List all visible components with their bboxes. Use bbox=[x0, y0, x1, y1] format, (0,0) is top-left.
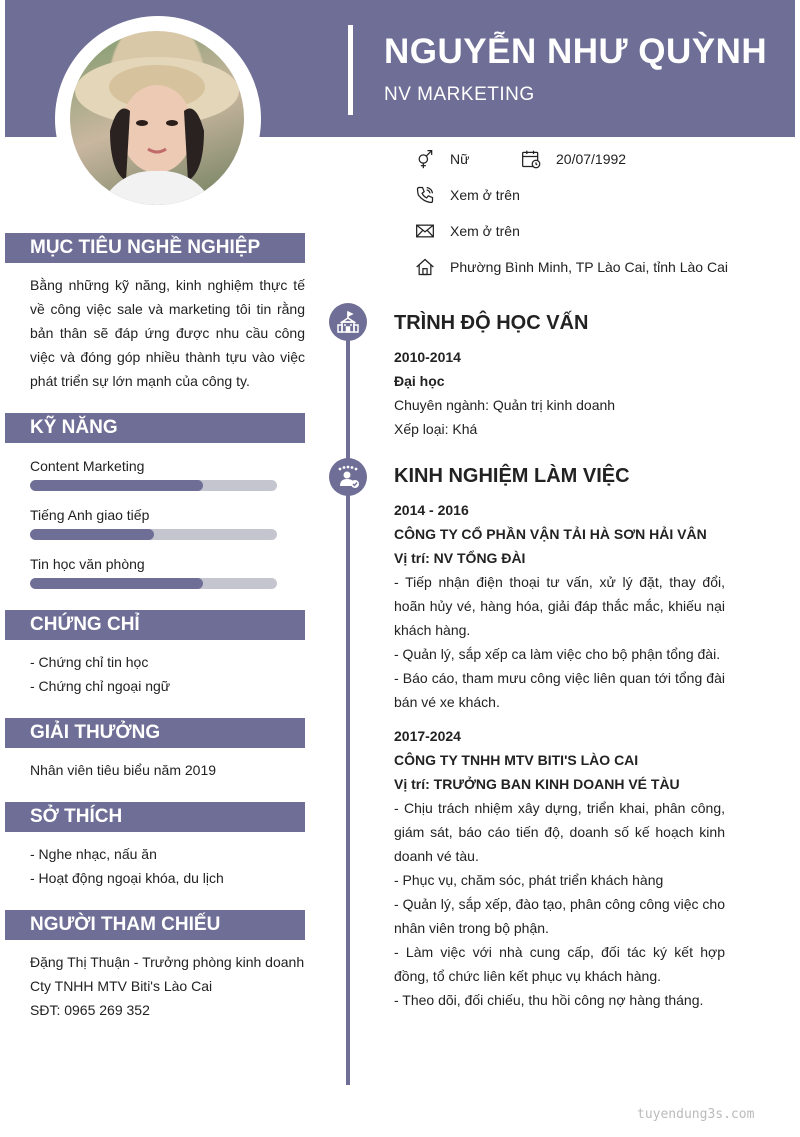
job-duty: - Báo cáo, tham mưu công việc liên quan tới tổng đài bán vé xe khách. bbox=[394, 670, 725, 710]
job-period: 2017-2024 bbox=[394, 728, 461, 744]
skill-label: Content Marketing bbox=[30, 458, 145, 474]
calendar-icon bbox=[521, 149, 541, 169]
education-degree: Đại học bbox=[394, 373, 445, 389]
avatar bbox=[70, 31, 244, 205]
home-icon bbox=[415, 257, 435, 277]
skill-label: Tiếng Anh giao tiếp bbox=[30, 507, 150, 523]
skill-bar-fill bbox=[30, 578, 203, 589]
dob-row bbox=[521, 148, 626, 170]
education-period: 2010-2014 bbox=[394, 349, 461, 365]
hobbies-heading: SỞ THÍCH bbox=[5, 802, 305, 832]
timeline-line bbox=[346, 305, 350, 1085]
phone-icon bbox=[415, 185, 435, 205]
skill-bar-track bbox=[30, 578, 277, 589]
experience-icon-badge bbox=[329, 458, 367, 496]
job-duty: - Chịu trách nhiệm xây dựng, triển khai, phân công, giám sát, báo cáo tiến độ, doanh số kế hoạch kinh doanh vé tàu. bbox=[394, 800, 725, 864]
job-duty: - Theo dõi, đối chiếu, thu hồi công nợ hàng tháng. bbox=[394, 992, 704, 1008]
awards-heading: GIẢI THƯỞNG bbox=[5, 718, 305, 748]
education-grade: Xếp loại: Khá bbox=[394, 421, 478, 437]
dob-value: 20/07/1992 bbox=[556, 151, 627, 167]
email-row bbox=[415, 220, 520, 242]
skills-heading: KỸ NĂNG bbox=[5, 413, 305, 443]
objective-heading: MỤC TIÊU NGHỀ NGHIỆP bbox=[5, 233, 305, 263]
school-icon bbox=[336, 310, 360, 334]
gender-row bbox=[415, 148, 469, 170]
education-heading: TRÌNH ĐỘ HỌC VẤN bbox=[394, 312, 589, 334]
avatar-photo-icon bbox=[70, 31, 244, 205]
email-value: Xem ở trên bbox=[450, 223, 520, 239]
education-major: Chuyên ngành: Quản trị kinh doanh bbox=[394, 397, 616, 413]
job-duty: - Làm việc với nhà cung cấp, đối tác ký kết hợp đồng, tổ chức liên kết phục vụ khách hàng. bbox=[394, 944, 725, 984]
address-row bbox=[415, 256, 728, 278]
skill-bar-fill bbox=[30, 480, 203, 491]
certificate-item: - Chứng chỉ ngoại ngữ bbox=[30, 678, 171, 694]
watermark: tuyendung3s.com bbox=[637, 1107, 755, 1122]
objective-text: Bằng những kỹ năng, kinh nghiệm thực tế về công việc sale và marketing tôi tin rằng bản thân sẽ đáp ứng được nhu cầu công việc và đóng góp nhiều thành tựu vào việc phát triển sự lớn mạnh của công ty. bbox=[30, 277, 305, 389]
gender-icon bbox=[415, 149, 435, 169]
user-rating-icon bbox=[336, 465, 360, 489]
award-item: Nhân viên tiêu biểu năm 2019 bbox=[30, 762, 217, 778]
address-value: Phường Bình Minh, TP Lào Cai, tỉnh Lào Cai bbox=[450, 259, 728, 275]
certificates-heading: CHỨNG CHỈ bbox=[5, 610, 305, 640]
name-divider bbox=[348, 25, 353, 115]
job-position: Vị trí: TRƯỞNG BAN KINH DOANH VÉ TÀU bbox=[394, 776, 680, 792]
hobby-item: - Hoạt động ngoại khóa, du lịch bbox=[30, 870, 224, 886]
skill-bar-track bbox=[30, 480, 277, 491]
phone-row bbox=[415, 184, 520, 206]
reference-item: Đặng Thị Thuận - Trưởng phòng kinh doanh bbox=[30, 954, 305, 970]
skill-bar-track bbox=[30, 529, 277, 540]
reference-item: Cty TNHH MTV Biti's Lào Cai bbox=[30, 978, 213, 994]
job-duty: - Phục vụ, chăm sóc, phát triển khách hàng bbox=[394, 872, 664, 888]
certificate-item: - Chứng chỉ tin học bbox=[30, 654, 149, 670]
job-duty: - Quản lý, sắp xếp ca làm việc cho bộ phận tổng đài. bbox=[394, 646, 721, 662]
job-duty: - Quản lý, sắp xếp, đào tạo, phân công công việc cho nhân viên trong bộ phận. bbox=[394, 896, 725, 936]
job-position: Vị trí: NV TỔNG ĐÀI bbox=[394, 550, 526, 566]
job-period: 2014 - 2016 bbox=[394, 502, 469, 518]
experience-heading: KINH NGHIỆM LÀM VIỆC bbox=[394, 465, 630, 487]
skill-label: Tin học văn phòng bbox=[30, 556, 145, 572]
envelope-icon bbox=[415, 221, 435, 241]
job-company: CÔNG TY TNHH MTV BITI'S LÀO CAI bbox=[394, 752, 639, 768]
reference-item: SĐT: 0965 269 352 bbox=[30, 1002, 150, 1018]
education-icon-badge bbox=[329, 303, 367, 341]
skill-bar-fill bbox=[30, 529, 154, 540]
job-title: NV MARKETING bbox=[384, 84, 535, 105]
phone-value: Xem ở trên bbox=[450, 187, 520, 203]
job-company: CÔNG TY CỔ PHẦN VẬN TẢI HÀ SƠN HẢI VÂN bbox=[394, 526, 707, 542]
references-heading: NGƯỜI THAM CHIẾU bbox=[5, 910, 305, 940]
hobby-item: - Nghe nhạc, nấu ăn bbox=[30, 846, 157, 862]
job-duty: - Tiếp nhận điện thoại tư vấn, xử lý đặt, thay đổi, hoãn hủy vé, hàng hóa, giải đáp thắc mắc, khiếu nại khách hàng. bbox=[394, 574, 725, 638]
gender-value: Nữ bbox=[450, 151, 470, 167]
candidate-name: NGUYỄN NHƯ QUỲNH bbox=[384, 32, 768, 71]
